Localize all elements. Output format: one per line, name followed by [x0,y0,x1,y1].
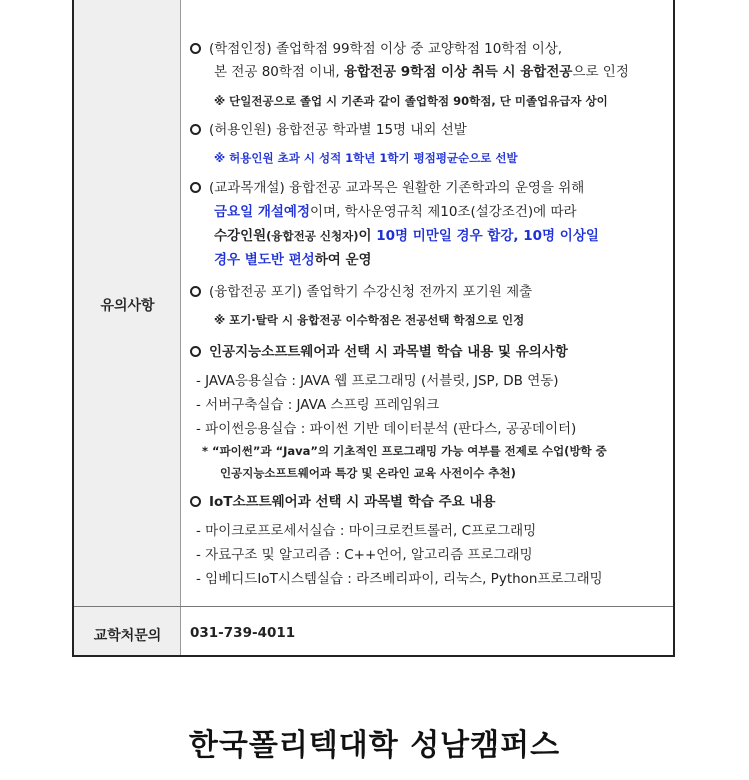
circle-bullet-icon [190,43,201,54]
ai-sw-prereq-note: * “파이썬”과 “Java”의 기초적인 프로그래밍 가능 여부를 전제로 수업(방학 중 [202,444,607,458]
note-credit: (학점인정) 졸업학점 99학점 이상 중 교양학점 10학점 이상, [190,37,562,57]
note-credit-cont: 본 전공 80학점 이내, 융합전공 9학점 이상 취득 시 융합전공으로 인정 [214,64,629,80]
contact-phone: 031-739-4011 [190,625,296,641]
notes-label: 유의사항 [100,298,155,314]
note-course-open: (교과목개설) 융합전공 교과목은 원활한 기존학과의 운영을 위해 [190,176,584,196]
circle-bullet-icon [190,496,201,507]
note-course-open-4: 경우 별도반 편성하여 운영 [214,252,372,268]
note-capacity: (허용인원) 융합전공 학과별 15명 내외 선발 [190,118,467,138]
note-single-major: ※ 단일전공으로 졸업 시 기존과 같이 졸업학점 90학점, 단 미졸업유급자 상이 [214,94,608,108]
info-table [72,0,675,657]
note-course-open-2: 금요일 개설예정이며, 학사운영규칙 제10조(설강조건)에 따라 [214,204,577,220]
iot-sw-course-ds: - 자료구조 및 알고리즘 : C++언어, 알고리즘 프로그래밍 [196,547,533,563]
ai-sw-course-java: - JAVA응용실습 : JAVA 웹 프로그래밍 (서블릿, JSP, DB 연동) [196,373,559,389]
ai-sw-course-server: - 서버구축실습 : JAVA 스프링 프레임워크 [196,397,440,413]
footer-title: 한국폴리텍대학 성남캠퍼스 [188,728,561,763]
row-divider [74,606,673,607]
note-course-open-3: 수강인원(융합전공 신청자)이 10명 미만일 경우 합강, 10명 이상일 [214,228,599,244]
iot-sw-heading: IoT소프트웨어과 선택 시 과목별 학습 주요 내용 [190,490,495,510]
circle-bullet-icon [190,182,201,193]
ai-sw-heading: 인공지능소프트웨어과 선택 시 과목별 학습 내용 및 유의사항 [190,340,568,360]
iot-sw-course-mcu: - 마이크로프로세서실습 : 마이크로컨트롤러, C프로그래밍 [196,523,537,539]
circle-bullet-icon [190,346,201,357]
label-column [74,0,181,655]
note-give-up: (융합전공 포기) 졸업학기 수강신청 전까지 포기원 제출 [190,280,532,300]
note-give-up-credit: ※ 포기·탈락 시 융합전공 이수학점은 전공선택 학점으로 인정 [214,313,525,327]
contact-label: 교학처문의 [93,628,162,644]
note-capacity-over: ※ 허용인원 초과 시 성적 1학년 1학기 평점평균순으로 선발 [214,151,518,165]
ai-sw-course-python: - 파이썬응용실습 : 파이썬 기반 데이터분석 (판다스, 공공데이터) [196,421,577,437]
circle-bullet-icon [190,124,201,135]
ai-sw-prereq-note-2: 인공지능소프트웨어과 특강 및 온라인 교육 사전이수 추천) [220,466,516,480]
circle-bullet-icon [190,286,201,297]
iot-sw-course-embedded: - 임베디드IoT시스템실습 : 라즈베리파이, 리눅스, Python프로그래밍 [196,571,603,587]
